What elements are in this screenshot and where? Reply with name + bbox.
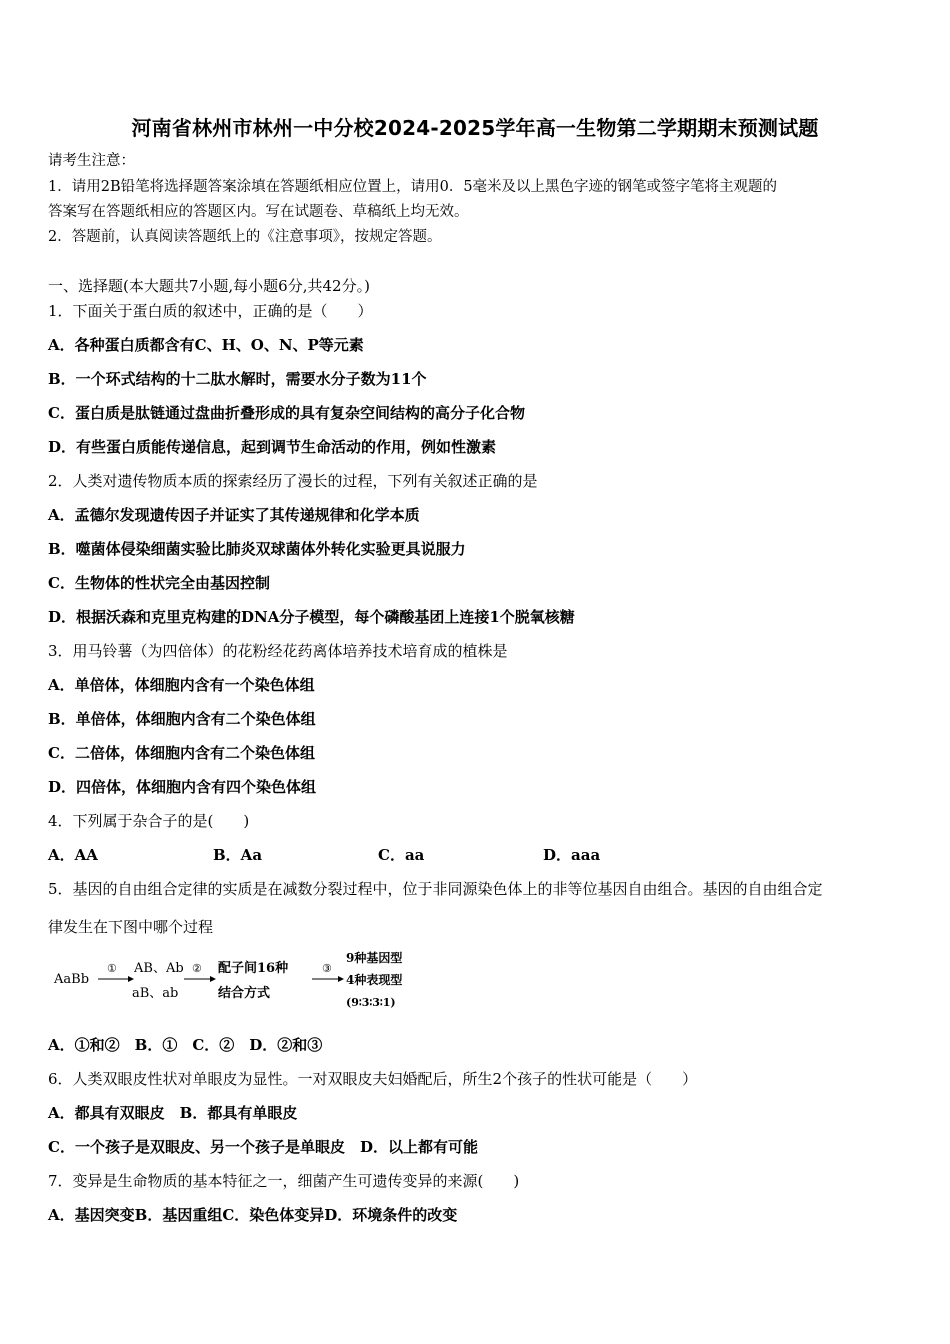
question-6-options-line-1: A．都具有双眼皮 B．都具有单眼皮: [48, 1104, 298, 1122]
diagram-step-1: ①: [107, 962, 117, 975]
question-5-options: A．①和② B．① C．② D．②和③: [48, 1036, 323, 1054]
question-2-option-a: A．孟德尔发现遗传因子并证实了其传递规律和化学本质: [48, 506, 420, 524]
section-header: 一、选择题(本大题共7小题,每小题6分,共42分。): [48, 277, 370, 295]
notice-heading: 请考生注意：: [48, 153, 135, 169]
diagram-step-2: ②: [192, 962, 202, 975]
question-2-option-b: B．噬菌体侵染细菌实验比肺炎双球菌体外转化实验更具说服力: [48, 540, 466, 558]
question-1-stem: 1．下面关于蛋白质的叙述中，正确的是（ ）: [48, 302, 373, 320]
question-7-options: A．基因突变B．基因重组C．染色体变异D．环境条件的改变: [48, 1206, 458, 1224]
question-3-option-d: D．四倍体，体细胞内含有四个染色体组: [48, 778, 317, 796]
question-2-option-d: D．根据沃森和克里克构建的DNA分子模型，每个磷酸基团上连接1个脱氧核糖: [48, 608, 575, 626]
notice-item-1-line-1: 1．请用2B铅笔将选择题答案涂填在答题纸相应位置上，请用0．5毫米及以上黑色字迹的钢笔或签字笔将主观题的: [48, 179, 778, 195]
question-2-stem: 2．人类对遗传物质本质的探索经历了漫长的过程，下列有关叙述正确的是: [48, 472, 538, 490]
diagram-start: AaBb: [54, 972, 90, 987]
question-3-option-b: B．单倍体，体细胞内含有二个染色体组: [48, 710, 316, 728]
diagram-combine-top: 配子间16种: [218, 961, 289, 976]
diagram-result-1: 9种基因型: [346, 951, 403, 965]
question-1-option-b: B．一个环式结构的十二肽水解时，需要水分子数为11个: [48, 370, 427, 388]
diagram-gametes-bottom: aB、ab: [132, 986, 179, 1001]
question-1-option-d: D．有些蛋白质能传递信息，起到调节生命活动的作用，例如性激素: [48, 438, 497, 456]
question-2-option-c: C．生物体的性状完全由基因控制: [48, 574, 270, 592]
question-4-option-d: D．aaa: [543, 846, 601, 864]
question-6-stem: 6．人类双眼皮性状对单眼皮为显性。一对双眼皮夫妇婚配后，所生2个孩子的性状可能是（ ）: [48, 1070, 698, 1088]
question-6-options-line-2: C．一个孩子是双眼皮、另一个孩子是单眼皮 D．以上都有可能: [48, 1138, 478, 1156]
notice-item-1-line-2: 答案写在答题纸相应的答题区内。写在试题卷、草稿纸上均无效。: [48, 204, 469, 220]
diagram-arrow-3-head: [338, 976, 344, 982]
question-3-option-a: A．单倍体，体细胞内含有一个染色体组: [48, 676, 315, 694]
question-5-stem-line-1: 5．基因的自由组合定律的实质是在减数分裂过程中，位于非同源染色体上的非等位基因自由组合。基因的自由组合定: [48, 880, 823, 898]
gene-combination-diagram: [52, 950, 472, 1016]
question-4-option-c: C．aa: [378, 846, 425, 864]
page-title: 河南省林州市林州一中分校2024-2025学年高一生物第二学期期末预测试题: [131, 116, 819, 140]
question-4-stem: 4．下列属于杂合子的是( ): [48, 812, 250, 830]
question-4-option-a: A．AA: [48, 846, 98, 864]
question-4-option-b: B．Aa: [213, 846, 263, 864]
diagram-step-3: ③: [322, 962, 332, 975]
question-3-stem: 3．用马铃薯（为四倍体）的花粉经花药离体培养技术培育成的植株是: [48, 642, 508, 660]
diagram-gametes-top: AB、Ab: [134, 961, 184, 976]
question-1-option-c: C．蛋白质是肽链通过盘曲折叠形成的具有复杂空间结构的高分子化合物: [48, 404, 525, 422]
diagram-combine-bottom: 结合方式: [218, 986, 271, 1001]
question-1-option-a: A．各种蛋白质都含有C、H、O、N、P等元素: [48, 336, 364, 354]
diagram-arrow-2-head: [210, 976, 216, 982]
question-3-option-c: C．二倍体，体细胞内含有二个染色体组: [48, 744, 315, 762]
question-5-stem-line-2: 律发生在下图中哪个过程: [48, 918, 214, 936]
diagram-result-3: (9∶3∶3∶1): [346, 996, 396, 1009]
notice-item-2: 2．答题前，认真阅读答题纸上的《注意事项》，按规定答题。: [48, 229, 442, 245]
diagram-result-2: 4种表现型: [346, 973, 403, 987]
diagram-arrow-1-head: [128, 976, 134, 982]
question-7-stem: 7．变异是生命物质的基本特征之一，细菌产生可遗传变异的来源( ): [48, 1172, 520, 1190]
